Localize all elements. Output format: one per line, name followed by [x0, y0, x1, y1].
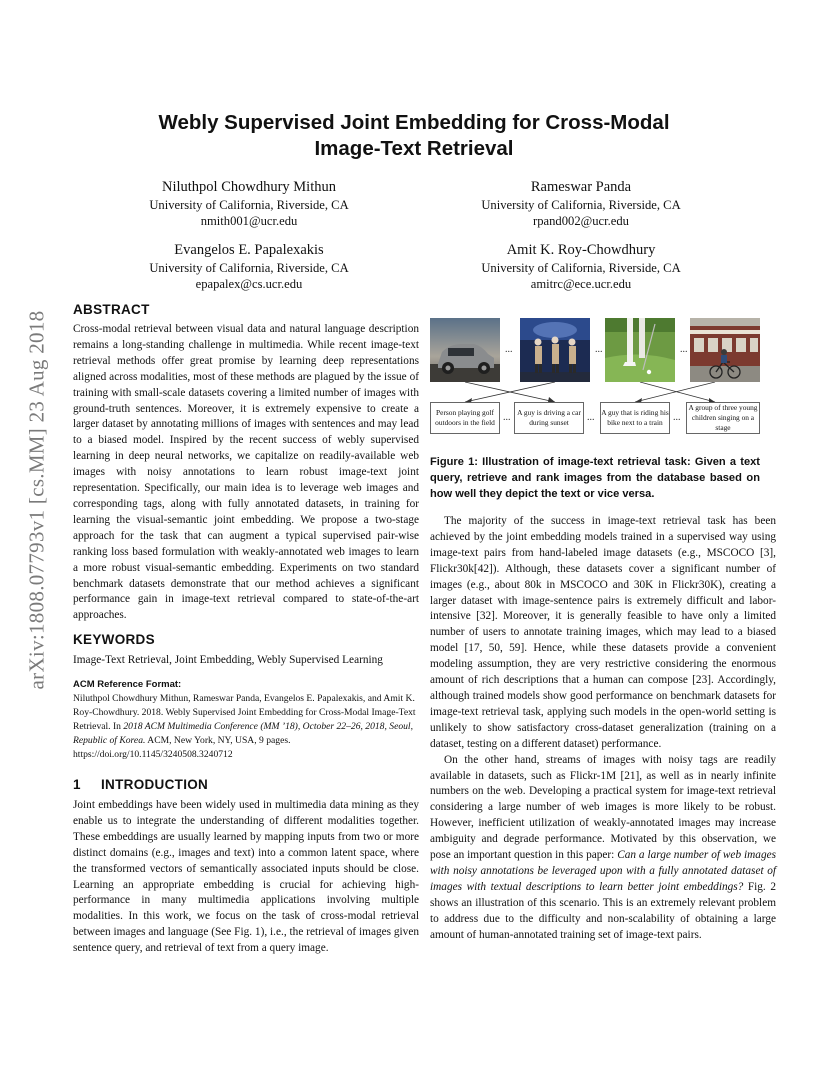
ellipsis: ...	[505, 344, 513, 355]
acm-reference-label: ACM Reference Format:	[73, 679, 182, 690]
train-image-thumbnail	[690, 318, 760, 382]
author-email: rpand002@ucr.edu	[533, 214, 629, 228]
acm-reference-text	[73, 692, 419, 762]
author-block-3	[99, 241, 399, 292]
author-name: Rameswar Panda	[530, 179, 632, 195]
ellipsis: ...	[595, 344, 603, 355]
acm-reference-venue: 2018 ACM Multimedia Conference (MM ’18), October 22–26, 2018, Seoul, Republic of Korea.	[73, 721, 413, 746]
title-line-1: Webly Supervised Joint Embedding for Cross-Modal	[158, 111, 670, 134]
introduction-body	[73, 798, 419, 957]
author-block-4	[431, 241, 731, 292]
paragraph: The majority of the success in image-text retrieval task has been achieved by the joint embedding models trained in a supervised way using image-text pairs from hand-labeled image datasets (e.g., MSCOCO [3], Flickr30k[42]). Although, these datasets cover a significant number of images (e.g., about 80k in MSCOCO and 30K in Flickr30K), creating a larger dataset with image-sentence pairs is extremely difficult and labor-intensive [32]. Moreover, it is generally feasible to have only a limited number of users to annotate training images, which may lead to a biased model [17, 50, 59]. Hence, while these datasets provide a convenient modeling assumption, they are very restrictive considering the enormous amount of rich descriptions that a human can compose [23]. Accordingly, although trained models show good performance on benchmark datasets for image-text retrieval task, applying such models in the open-world setting is unlikely to show satisfactory cross-dataset generalization (training on a dataset, testing on a different dataset) performance.	[430, 515, 776, 750]
abstract-body	[73, 322, 419, 624]
ellipsis: ...	[587, 412, 595, 423]
research-question: Can a large number of web images with noisy annotations be leveraged upon with a fully annotated dataset of images with textual descriptions to learn better joint embeddings?	[430, 849, 776, 893]
author-email: epapalex@cs.ucr.edu	[195, 277, 303, 291]
acm-reference-doi: ACM, New York, NY, USA, 9 pages. https://doi.org/10.1145/3240508.3240712	[73, 735, 291, 760]
author-affiliation: University of California, Riverside, CA	[481, 198, 681, 212]
author-name: Amit K. Roy-Chowdhury	[506, 242, 656, 258]
figure-1	[430, 318, 760, 442]
right-column-body	[430, 514, 776, 943]
intro-text: Joint embeddings have been widely used in multimedia data mining as they enable us to integrate the understanding of different modalities together. These embeddings are usually learned by mapping inputs from two or more distinct domains (e.g., images and text) into a common latent space, where the transformed vectors of semantically associated inputs should be close. Learning an appropriate embedding is crucial for achieving high-performance in many multimedia applications involving multiple modalities. In this work, we focus on the task of cross-modal retrieval between images and language (See Fig. 1), i.e., the retrieval of images given sentence query, and retrieval of text from a query image.	[73, 799, 419, 955]
keywords-body	[73, 653, 419, 669]
paragraph	[430, 753, 776, 944]
author-email: nmith001@ucr.edu	[200, 214, 298, 228]
abstract-text: Cross-modal retrieval between visual data and natural language description remains a long-standing challenge in multimedia. While recent image-text retrieval methods offer great promise by learning deep representations aligned across modalities, most of these methods are plagued by the issue of training with small-scale datasets covering a limited number of images with ground-truth sentences. Moreover, it is extremely expensive to create a larger dataset by annotating millions of images with sentences and may lead to a biased model. Inspired by the recent success of webly supervised learning in deep neural networks, we capitalize on readily-available web images with noisy annotations to learn robust image-text joint representation. Specifically, our main idea is to leverage web images and corresponding tags, along with fully annotated datasets, in training for learning the visual-semantic joint embedding. We propose a two-stage approach for the task that can augment a typical supervised pair-wise ranking loss based formulation with weakly-annotated web images to learn a more robust visual-semantic embedding. Experiments on two standard benchmark datasets demonstrate that our method achieves a significant performance gain in image-text retrieval compared to state-of-the-art approaches.	[73, 323, 419, 622]
author-affiliation: University of California, Riverside, CA	[149, 198, 349, 212]
author-affiliation: University of California, Riverside, CA	[149, 261, 349, 275]
section-title: INTRODUCTION	[101, 777, 209, 792]
arxiv-side-identifier	[22, 270, 52, 730]
ellipsis: ...	[680, 344, 688, 355]
arxiv-id-text: arXiv:1808.07793v1 [cs.MM] 23 Aug 2018	[24, 310, 49, 690]
figure-1-caption: Figure 1: Illustration of image-text retrieval task: Given a text query, retrieve and rank images from the database based on how well they depict the text or vice versa.	[430, 456, 760, 500]
author-affiliation: University of California, Riverside, CA	[481, 261, 681, 275]
paragraph-text: Fig. 2 shows an illustration of this scenario. This is an extremely relevant problem to address due to the difficulty and non-scalability of obtaining a large amount of human-annotated training set of image-text pairs.	[430, 880, 776, 941]
title-line-2: Image-Text Retrieval	[314, 137, 514, 160]
author-name: Evangelos E. Papalexakis	[174, 242, 324, 258]
ellipsis: ...	[673, 412, 681, 423]
car-image-thumbnail	[430, 318, 500, 382]
paper-title	[100, 110, 728, 162]
abstract-heading: ABSTRACT	[73, 302, 150, 317]
keywords-heading: KEYWORDS	[73, 632, 155, 647]
golf-image-thumbnail	[605, 318, 675, 382]
text-caption-box: A group of three young children singing on a stage	[686, 402, 760, 434]
ellipsis: ...	[503, 412, 511, 423]
acm-reference	[73, 678, 419, 762]
caption-text: A guy is driving a car during sunset	[517, 408, 581, 427]
text-caption-box	[514, 402, 584, 434]
introduction-heading	[73, 777, 208, 792]
acm-reference-citation: Niluthpol Chowdhury Mithun, Rameswar Panda, Evangelos E. Papalexakis, and Amit K. Roy-Chowdhury. 2018. Webly Supervised Joint Embedding for Cross-Modal Image-Text Retrieval. In	[73, 693, 416, 732]
paragraph-text: On the other hand, streams of images with noisy tags are readily available in datasets, such as Flickr-1M [21], as well as in nearly infinite numbers on the web. Developing a practical system for image-text retrieval considering a large number of web images is more likely to be robust. However, inefficient utilization of weakly-annotated images may increase ambiguity and degrade performance. Motivated by this observation, we pose an important question in this paper:	[430, 753, 776, 862]
author-name: Niluthpol Chowdhury Mithun	[161, 179, 336, 195]
section-number: 1	[73, 777, 81, 792]
keywords-text: Image-Text Retrieval, Joint Embedding, Webly Supervised Learning	[73, 654, 383, 666]
stage-image-thumbnail	[520, 318, 590, 382]
author-block-2	[431, 178, 731, 229]
author-block-1	[99, 178, 399, 229]
text-caption-box: Person playing golf outdoors in the field	[430, 402, 500, 434]
author-email: amitrc@ece.ucr.edu	[530, 277, 632, 291]
text-caption-box: A guy that is riding his bike next to a train	[600, 402, 670, 434]
